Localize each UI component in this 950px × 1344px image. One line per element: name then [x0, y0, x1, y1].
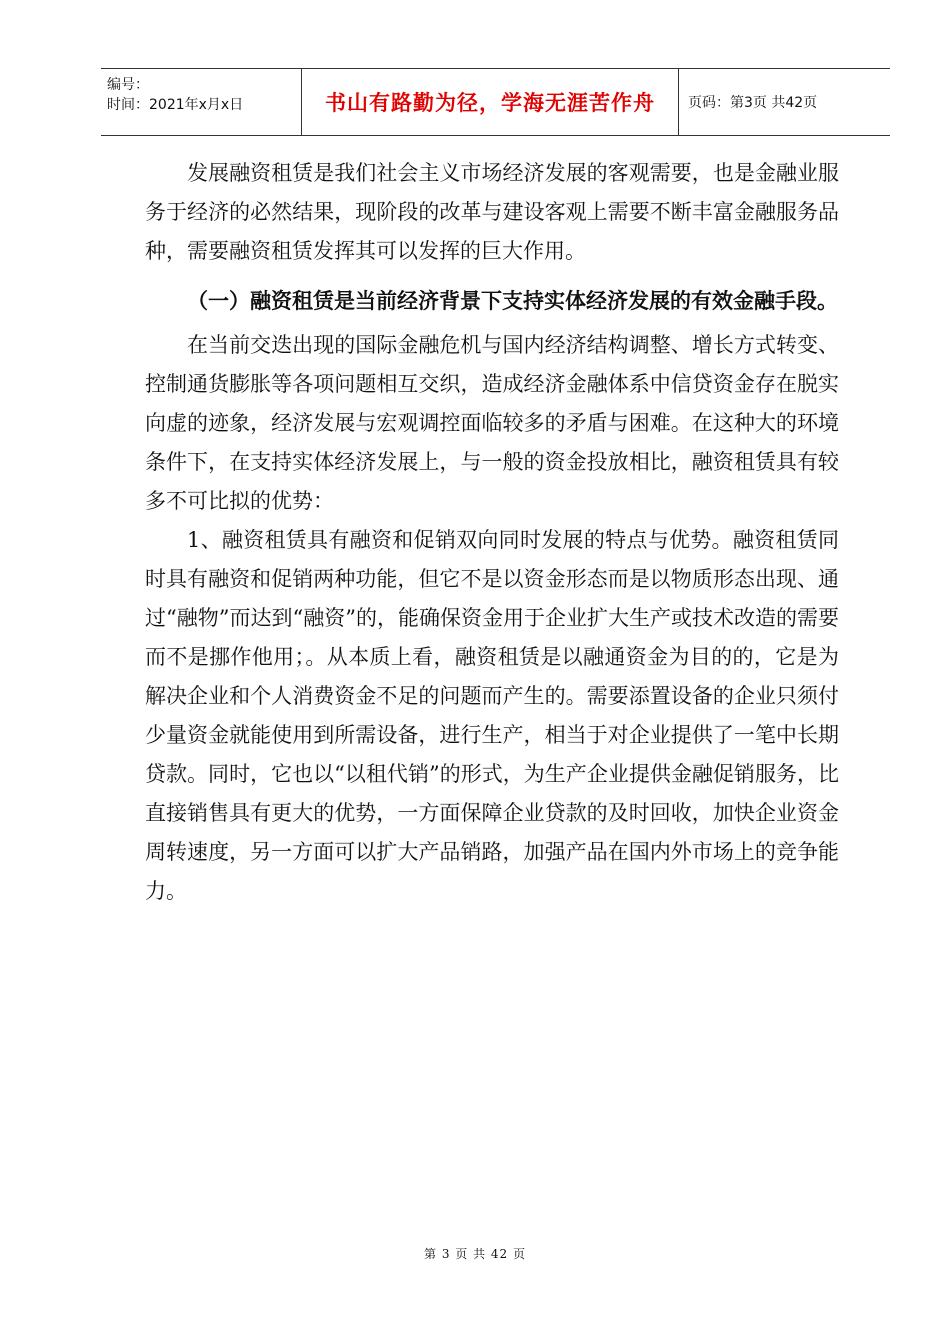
document-number-label: 编号： — [107, 77, 149, 93]
paragraph-3: 1、融资租赁具有融资和促销双向同时发展的特点与优势。融资租赁同时具有融资和促销两种功能，但它不是以资金形态而是以物质形态出现、通过“融物”而达到“融资”的，能确保资金用于企业扩大生产或技术改造的需要而不是挪作他用；。从本质上看，融资租赁是以融通资金为目的的，它是为解决企业和个人消费资金不足的问题而产生的。需要添置设备的企业只须付少量资金就能使用到所需设备，进行生产，相当于对企业提供了一笔中长期贷款。同时，它也以“以租代销”的形式，为生产企业提供金融促销服务，比直接销售具有更大的优势，一方面保障企业贷款的及时回收，加快企业资金周转速度，另一方面可以扩大产品销路，加强产品在国内外市场上的竞争能力。 — [145, 528, 839, 903]
page-header — [101, 68, 890, 136]
document-body — [145, 154, 839, 911]
header-page-code: 页码：第3页 共42页 — [688, 95, 818, 111]
document-time-label: 时间：2021年x月x日 — [107, 97, 244, 113]
header-meta-cell — [101, 69, 302, 135]
paragraph-1: 发展融资租赁是我们社会主义市场经济发展的客观需要，也是金融业服务于经济的必然结果，现阶段的改革与建设客观上需要不断丰富金融服务品种，需要融资租赁发挥其可以发挥的巨大作用。 — [145, 161, 839, 263]
section-heading: （一）融资租赁是当前经济背景下支持实体经济发展的有效金融手段。 — [187, 289, 838, 313]
page-footer: 第 3 页 共 42 页 — [424, 1247, 526, 1261]
paragraph-2: 在当前交迭出现的国际金融危机与国内经济结构调整、增长方式转变、控制通货膨胀等各项问题相互交织，造成经济金融体系中信贷资金存在脱实向虚的迹象，经济发展与宏观调控面临较多的矛盾与困难。在这种大的环境条件下，在支持实体经济发展上，与一般的资金投放相比，融资租赁具有较多不可比拟的优势： — [145, 333, 839, 513]
header-motto: 书山有路勤为径，学海无涯苦作舟 — [302, 69, 679, 135]
